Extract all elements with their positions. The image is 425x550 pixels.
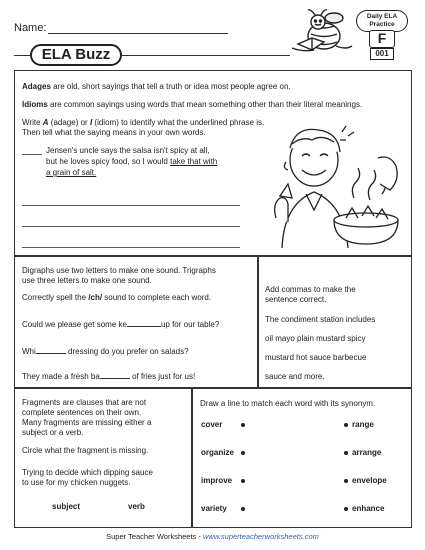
instr-a: A bbox=[42, 118, 49, 127]
daily-ela-badge: Daily ELA Practice bbox=[356, 10, 408, 32]
section1-instruction-2: Then tell what the saying means in your own words. bbox=[22, 128, 206, 137]
footer-brand: Super Teacher Worksheets bbox=[106, 532, 197, 541]
word-left-4: variety bbox=[201, 504, 227, 513]
adages-term: Adages bbox=[22, 82, 51, 91]
section1-instruction bbox=[22, 118, 264, 128]
word-right-4: enhance bbox=[352, 504, 385, 513]
instr-i: I bbox=[89, 118, 93, 127]
digraph-sentence-3 bbox=[22, 371, 195, 382]
match-dot-right-2[interactable] bbox=[344, 451, 348, 455]
answer-blank-ai[interactable] bbox=[22, 154, 42, 155]
match-dot-left-2[interactable] bbox=[241, 451, 245, 455]
question-line-2 bbox=[46, 157, 217, 167]
match-dot-left-1[interactable] bbox=[241, 423, 245, 427]
commas-line-3: mustard hot sauce barbecue bbox=[265, 353, 367, 362]
page-title: ELA Buzz bbox=[30, 44, 122, 66]
digraph-intro-1: Digraphs use two letters to make one sound. Trigraphs bbox=[22, 266, 216, 275]
blank-batch[interactable] bbox=[100, 371, 130, 379]
instr-text: (idiom) to identify what the underlined phrase is. bbox=[94, 118, 265, 127]
commas-instruction-1: Add commas to make the bbox=[265, 285, 356, 294]
instr-text: sound to complete each word. bbox=[104, 293, 212, 302]
digraph-intro-2: use three letters to make one sound. bbox=[22, 276, 152, 285]
option-verb[interactable]: verb bbox=[128, 502, 145, 511]
commas-line-1: The condiment station includes bbox=[265, 315, 376, 324]
sentence-text: dressing do you prefer on salads? bbox=[68, 347, 189, 356]
sentence-text: Whi bbox=[22, 347, 36, 356]
fragment-intro-4: subject or a verb. bbox=[22, 428, 84, 437]
word-right-2: arrange bbox=[352, 448, 382, 457]
footer-sep: - bbox=[196, 532, 203, 541]
instr-text: (adage) or bbox=[50, 118, 88, 127]
match-dot-left-3[interactable] bbox=[241, 479, 245, 483]
fragment-intro-2: complete sentences on their own. bbox=[22, 408, 142, 417]
badge-letter: F bbox=[369, 30, 395, 48]
fragment-text-1: Trying to decide which dipping sauce bbox=[22, 468, 153, 477]
bee-reading-icon bbox=[278, 6, 358, 64]
footer bbox=[0, 532, 425, 541]
fragment-intro-1: Fragments are clauses that are not bbox=[22, 398, 147, 407]
match-dot-right-1[interactable] bbox=[344, 423, 348, 427]
synonym-instruction: Draw a line to match each word with its synonym. bbox=[200, 399, 376, 408]
badge-number: 001 bbox=[370, 48, 394, 60]
digraph-instruction bbox=[22, 293, 211, 303]
question-text: but he loves spicy food, so I would bbox=[46, 157, 168, 166]
adages-def: are old, short sayings that tell a truth or idea most people agree on. bbox=[53, 82, 291, 91]
sentence-text: They made a fresh ba bbox=[22, 372, 100, 381]
match-dot-left-4[interactable] bbox=[241, 507, 245, 511]
underlined-phrase: take that with bbox=[170, 157, 218, 166]
blank-which[interactable] bbox=[36, 346, 66, 354]
digraph-sentence-2 bbox=[22, 346, 189, 357]
answer-line-2[interactable] bbox=[22, 226, 240, 227]
word-left-1: cover bbox=[201, 420, 223, 429]
sentence-text: Could we please get some ke bbox=[22, 320, 127, 329]
man-eating-salsa-illustration bbox=[262, 118, 410, 248]
idioms-term: Idioms bbox=[22, 100, 48, 109]
sentence-text: up for our table? bbox=[160, 320, 220, 329]
digraph-sentence-1 bbox=[22, 319, 219, 330]
instr-text: Correctly spell the bbox=[22, 293, 87, 302]
match-dot-right-3[interactable] bbox=[344, 479, 348, 483]
answer-line-3[interactable] bbox=[22, 247, 240, 248]
fragment-text-2: to use for my chicken nuggets. bbox=[22, 478, 131, 487]
footer-url-link[interactable]: www.superteacherworksheets.com bbox=[202, 532, 319, 541]
name-label: Name: bbox=[14, 22, 47, 34]
question-line-3: a grain of salt. bbox=[46, 168, 97, 177]
idioms-definition bbox=[22, 100, 362, 110]
fragment-intro-3: Many fragments are missing either a bbox=[22, 418, 152, 427]
instr-text: Write bbox=[22, 118, 41, 127]
word-right-3: envelope bbox=[352, 476, 387, 485]
fragment-instruction: Circle what the fragment is missing. bbox=[22, 446, 149, 455]
answer-line-1[interactable] bbox=[22, 205, 240, 206]
word-left-2: organize bbox=[201, 448, 234, 457]
question-line-1: Jensen's uncle says the salsa isn't spicy at all, bbox=[46, 146, 210, 155]
word-left-3: improve bbox=[201, 476, 233, 485]
name-input-line[interactable] bbox=[48, 33, 228, 34]
idioms-def: are common sayings using words that mean something other than their literal meanings. bbox=[50, 100, 363, 109]
commas-line-4: sauce and more. bbox=[265, 372, 325, 381]
adages-definition bbox=[22, 82, 291, 92]
commas-line-2: oil mayo plain mustard spicy bbox=[265, 334, 366, 343]
match-dot-right-4[interactable] bbox=[344, 507, 348, 511]
option-subject[interactable]: subject bbox=[52, 502, 81, 511]
commas-instruction-2: sentence correct. bbox=[265, 295, 327, 304]
word-right-1: range bbox=[352, 420, 374, 429]
sentence-text: of fries just for us! bbox=[132, 372, 196, 381]
ch-sound: /ch/ bbox=[88, 293, 103, 302]
blank-ketchup[interactable] bbox=[127, 319, 161, 327]
